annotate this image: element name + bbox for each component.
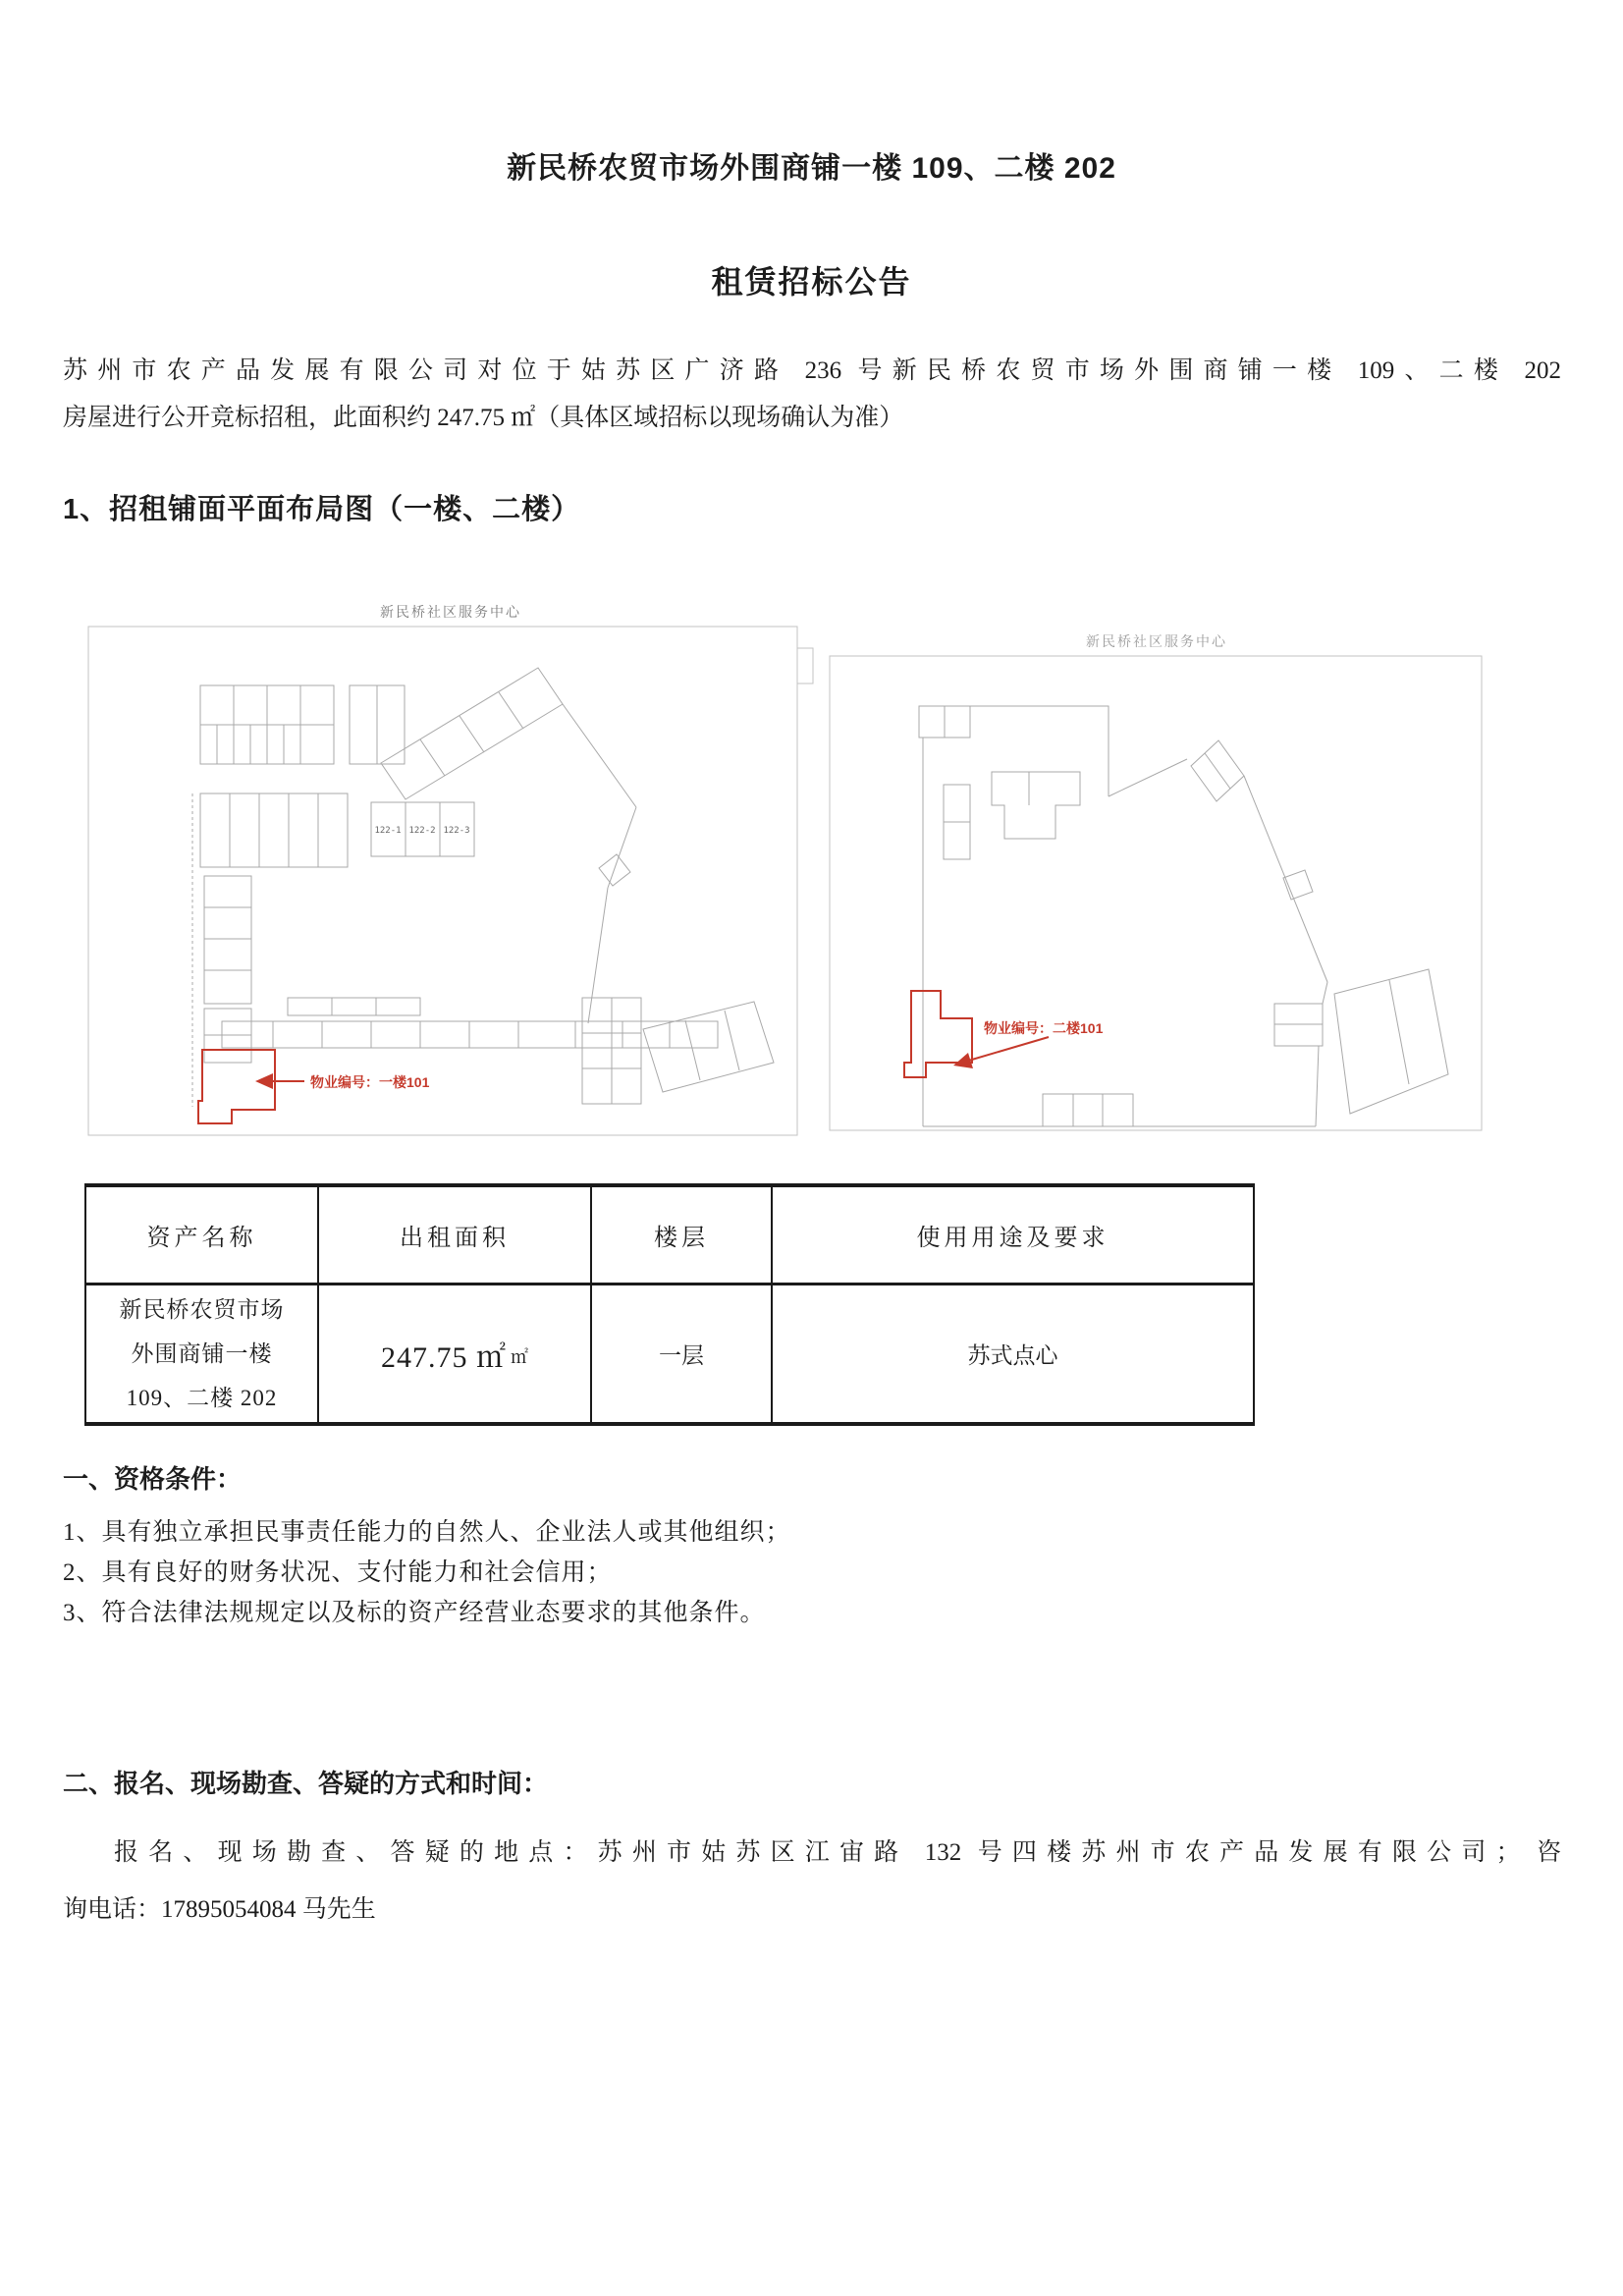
qualification-list: [63, 1512, 1561, 1633]
floor-plan-2-annotation: 物业编号：二楼101: [984, 1020, 1104, 1036]
floor-plan-1-title: 新民桥社区服务中心: [380, 606, 521, 621]
svg-text:122-1: 122-1: [374, 826, 402, 836]
annotation-arrow-line-2: [965, 1037, 1049, 1062]
floor-plan-1-highlight: [198, 1050, 430, 1123]
floor-plan-1-edge-notch: [797, 648, 813, 683]
asset-name-line-3: 109、二楼 202: [126, 1386, 278, 1410]
asset-table: [84, 1183, 1255, 1426]
cell-rent-area: [318, 1285, 591, 1425]
rent-area-unit: ㎡: [511, 1346, 528, 1367]
floor-plan-1-border: [88, 627, 797, 1135]
floor-plan-1-annotation: 物业编号：一楼101: [310, 1074, 430, 1090]
intro-line-2: 房屋进行公开竞标招租，此面积约 247.75 ㎡（具体区域招标以现场确认为准）: [63, 405, 904, 431]
floor-plan-1-room-numbers: [374, 826, 469, 836]
svg-text:122-2: 122-2: [408, 826, 436, 836]
registration-line-1: 报名、现场勘查、答疑的地点：苏州市姑苏区江宙路 132 号四楼苏州市农产品发展有限公司； 咨: [114, 1839, 1561, 1866]
cell-usage: 苏式点心: [772, 1285, 1254, 1425]
floor-plan-first-floor: [86, 601, 815, 1139]
col-header-usage: 使用用途及要求: [772, 1185, 1254, 1285]
intro-line-1: 苏州市农产品发展有限公司对位于姑苏区广济路 236 号新民桥农贸市场外围商铺一楼 109、二楼 202: [63, 357, 1561, 384]
annotation-arrowhead-2: [953, 1053, 973, 1068]
floor-plan-2-rooms-outline: [919, 706, 1448, 1126]
doc-subtitle: 租赁招标公告: [711, 264, 912, 300]
cell-floor: 一层: [591, 1285, 772, 1425]
section1-heading: 1、招租铺面平面布局图（一楼、二楼）: [63, 494, 581, 525]
floor-plan-second-floor: [828, 630, 1486, 1136]
registration-line-2: 询电话：17895054084 马先生: [63, 1896, 376, 1923]
qualification-item-2: 2、具有良好的财务状况、支付能力和社会信用；: [63, 1559, 613, 1586]
col-header-asset-name: 资产名称: [85, 1185, 318, 1285]
registration-paragraph: [63, 1825, 1561, 1939]
highlight-region-floor1: [198, 1050, 275, 1123]
floor-plan-2-title: 新民桥社区服务中心: [1086, 635, 1227, 650]
floor-plan-2-highlight: [904, 991, 1104, 1077]
rent-area-value: 247.75 ㎡: [381, 1340, 507, 1374]
qualification-heading: 一、资格条件：: [63, 1464, 243, 1494]
qualification-item-3: 3、符合法律法规规定以及标的资产经营业态要求的其他条件。: [63, 1600, 766, 1626]
qualification-item-1: 1、具有独立承担民事责任能力的自然人、企业法人或其他组织；: [63, 1519, 791, 1546]
doc-title: 新民桥农贸市场外围商铺一楼 109、二楼 202: [507, 152, 1116, 185]
floor-plan-2-border: [830, 656, 1482, 1130]
asset-name-line-2: 外围商铺一楼: [131, 1341, 273, 1366]
col-header-floor: 楼层: [591, 1185, 772, 1285]
asset-name-line-1: 新民桥农贸市场: [119, 1297, 285, 1322]
floor-plan-1-rooms-outline: [192, 668, 774, 1107]
svg-text:122-3: 122-3: [443, 826, 470, 836]
table-header-row: [85, 1185, 1254, 1285]
col-header-rent-area: 出租面积: [318, 1185, 591, 1285]
registration-heading: 二、报名、现场勘查、答疑的方式和时间：: [63, 1769, 549, 1798]
annotation-arrowhead: [255, 1073, 273, 1089]
intro-paragraph: [63, 348, 1561, 442]
cell-asset-name: [85, 1285, 318, 1425]
table-row: [85, 1285, 1254, 1425]
